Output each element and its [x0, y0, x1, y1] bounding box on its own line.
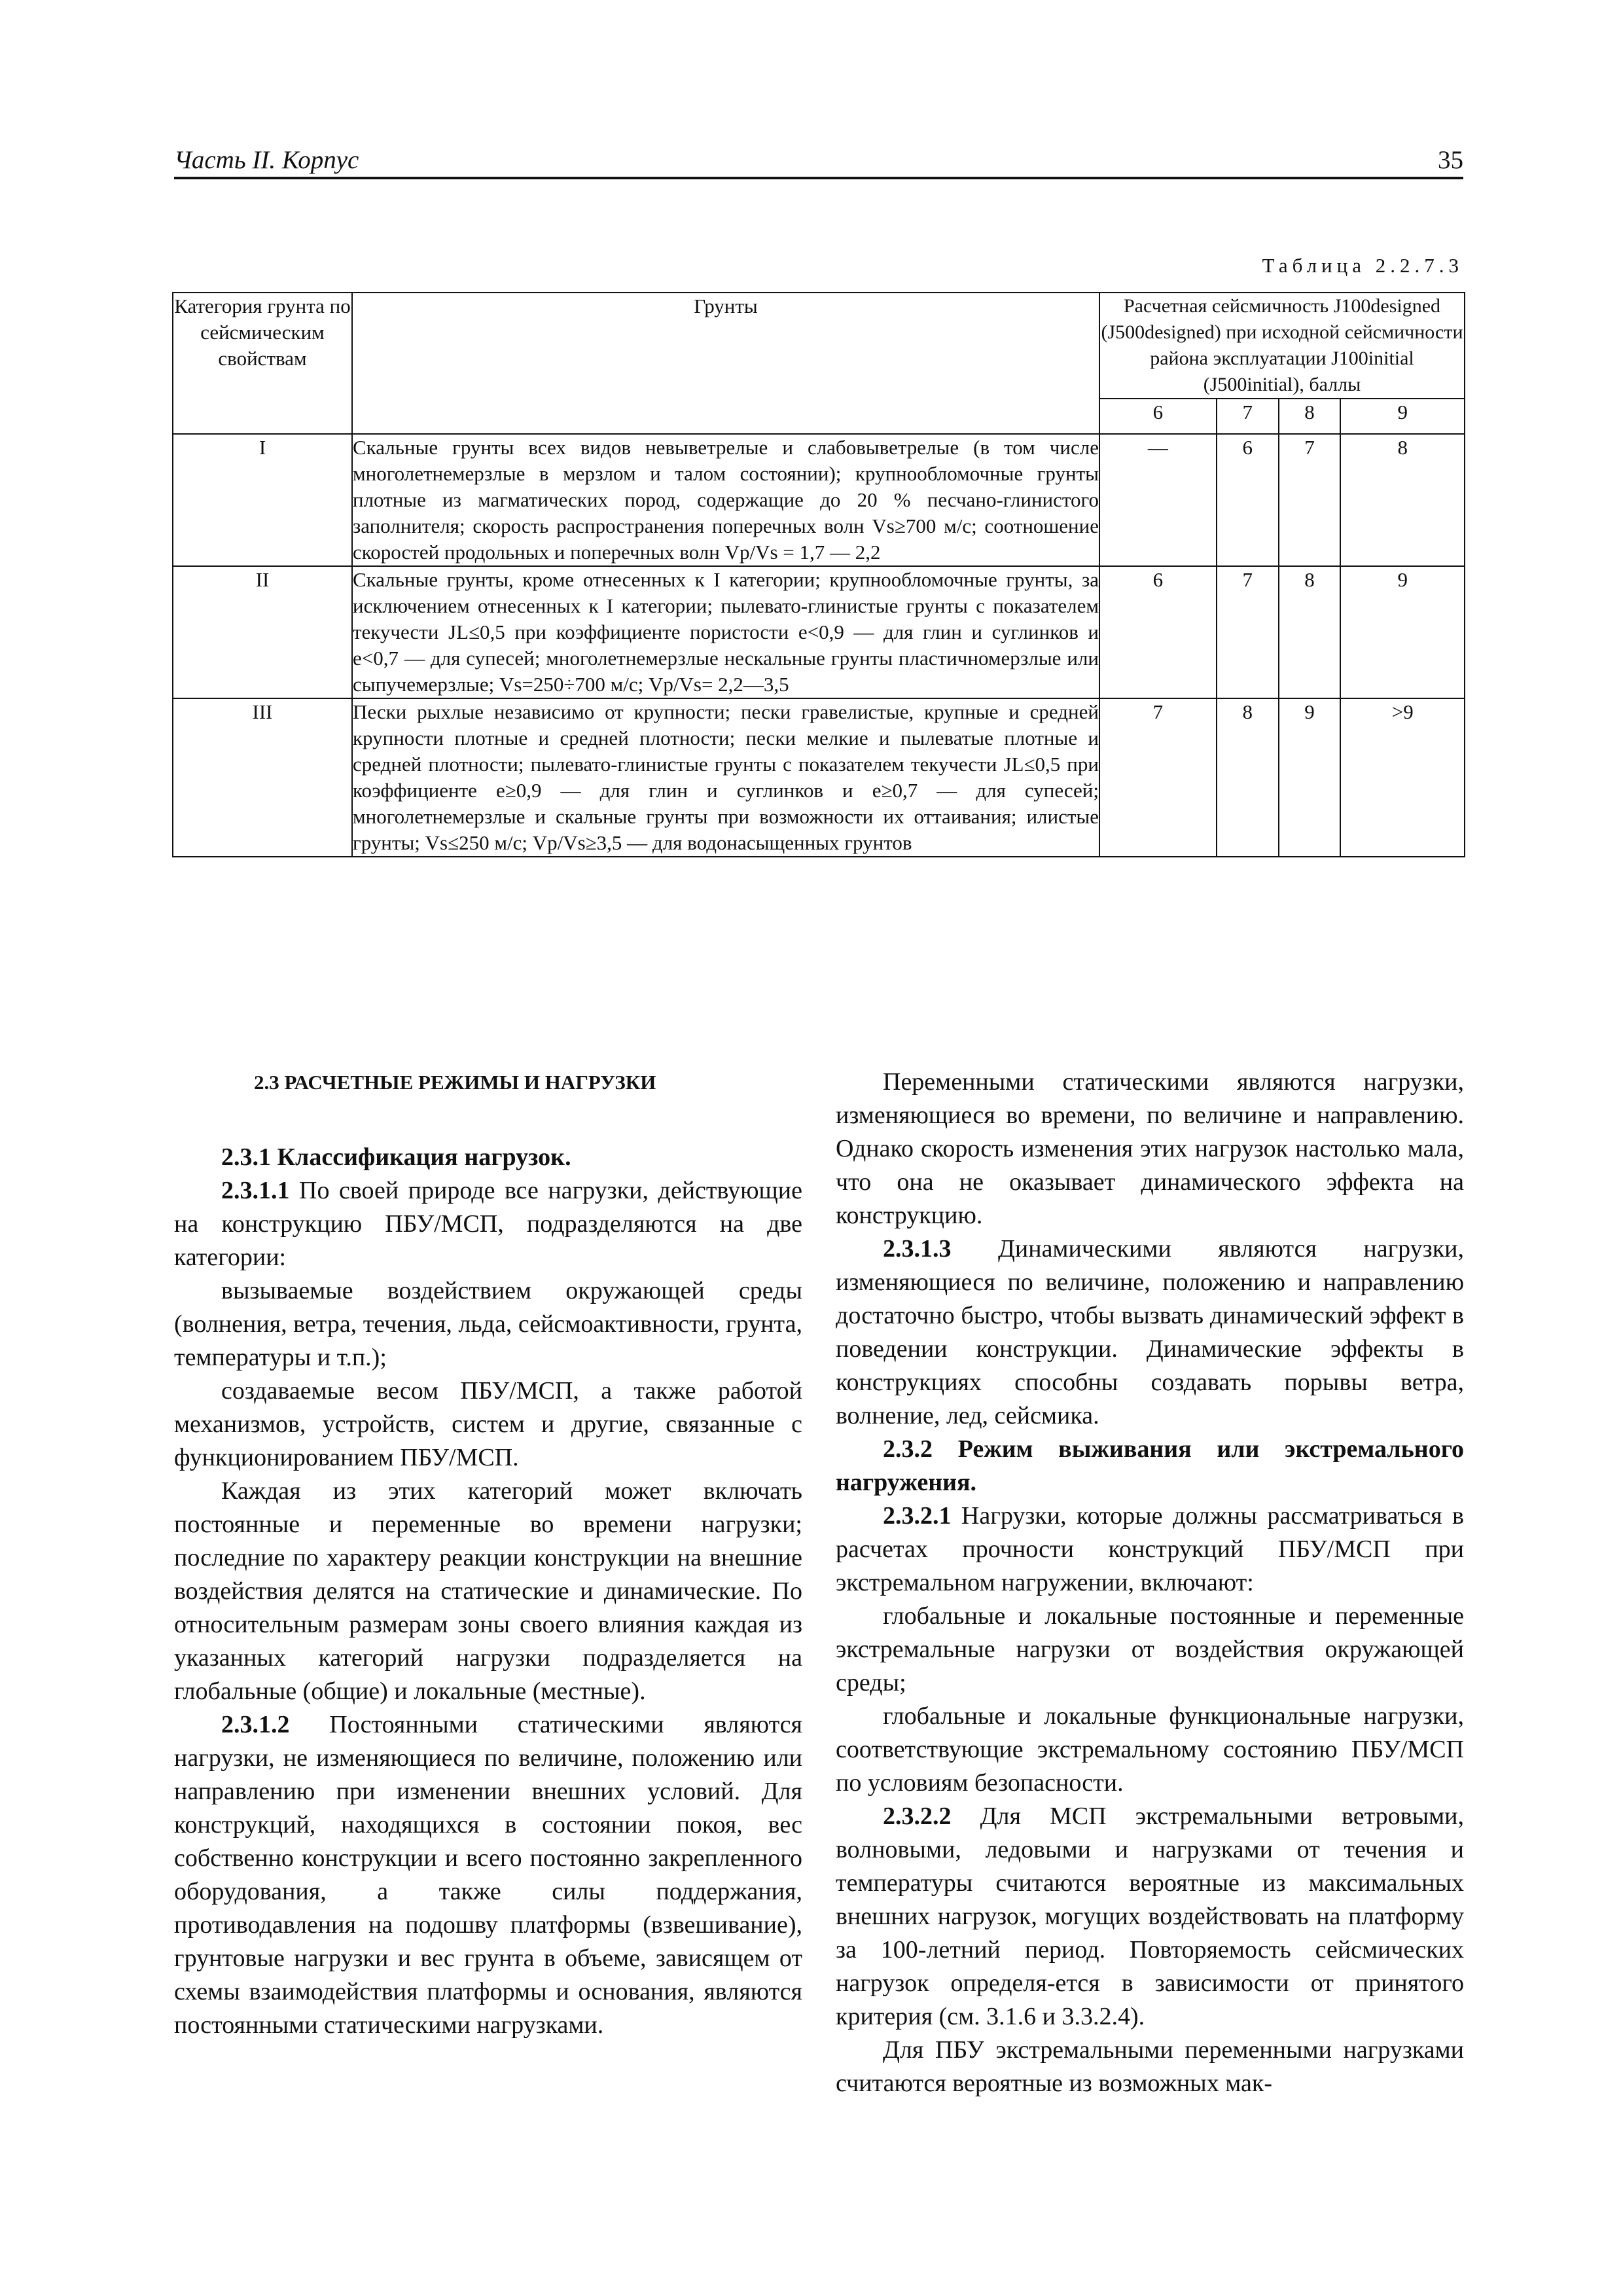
category-cell: II — [173, 566, 352, 698]
value-cell: 8 — [1217, 698, 1279, 857]
table-row — [173, 566, 1465, 698]
paragraph: Переменными статическими являются нагрузки, изменяющиеся во времени, по величине и направлению. Однако скорость изменения этих нагрузок настолько мала, что она не оказывает динамического эффекта на конструкцию. — [836, 1068, 1464, 1229]
paragraph: создаваемые весом ПБУ/МСП, а также работой механизмов, устройств, систем и другие, связанные с функционированием ПБУ/МСП. — [174, 1377, 802, 1471]
subsection-heading: 2.3.2 Режим выживания или экстремального нагружения. — [836, 1435, 1464, 1496]
header-intensity: 9 — [1340, 399, 1465, 434]
clause-number: 2.3.1.2 — [221, 1711, 290, 1738]
soil-description — [352, 698, 1099, 857]
header-intensity: 7 — [1217, 399, 1279, 434]
value-cell: 6 — [1099, 566, 1217, 698]
paragraph: глобальные и локальные функциональные нагрузки, соответствующие экстремальному состоянию ПБУ/МСП по условиям безопасности. — [836, 1702, 1464, 1797]
clause-number: 2.3.2.1 — [883, 1502, 952, 1530]
right-column — [836, 1066, 1464, 2100]
part-title: Часть II. Корпус — [174, 146, 359, 174]
header-rule — [174, 177, 1463, 179]
soil-category-table — [172, 292, 1465, 857]
value-cell: 6 — [1217, 434, 1279, 566]
header-category: Категория грунта по сейсмическим свойствам — [173, 293, 352, 434]
category-cell: I — [173, 434, 352, 566]
paragraph: Каждая из этих категорий может включать постоянные и переменные во времени нагрузки; последние по характеру реакции конструкции на внешние воздействия делятся на статические и динамические. По относительным размерам зоны своего влияния каждая из указанных категорий нагрузки подразделяется на глобальные (общие) и локальные (местные). — [174, 1477, 802, 1705]
value-cell: 8 — [1340, 434, 1465, 566]
soil-description-3: Пески рыхлые независимо от крупности; пески гравелистые, крупные и средней крупности плотные и средней плотности; пески мелкие и пылеватые плотные и средней плотности; пылевато-глинистые грунты с показателем текучести JL≤0,5 при коэффициенте e≥0,9 — для глин и суглинков и e≥0,7 — для супесей; многолетнемерзлые и скальные грунты при возможности их оттаивания; илистые грунты; Vs≤250 м/с; Vp/Vs≥3,5 — для водонасыщенных грунтов — [353, 700, 1099, 854]
category-cell: III — [173, 698, 352, 857]
soil-description — [352, 566, 1099, 698]
paragraph: 2.3.1.2 Постоянными статическими являются нагрузки, не изменяющиеся по величине, положению или направлению при изменении внешних условий. Для конструкций, находящихся в состоянии покоя, вес собственно конструкции и всего постоянно закрепленного оборудования, а также силы поддержания, противодавления на подошву платформы (взвешивание), грунтовые нагрузки и вес грунта в объеме, зависящем от схемы взаимодействия платформы и основания, являются постоянными статическими нагрузками. — [174, 1711, 802, 2039]
value-cell: 8 — [1279, 566, 1341, 698]
soil-description-1: Скальные грунты всех видов невыветрелые и слабовыветрелые (в том числе многолетнемерзлые в мерзлом и талом состоянии); крупнообломочные грунты плотные из магматических пород, содержащие до 20 % песчано-глинистого заполнителя; скорость распространения поперечных волн Vs≥700 м/с; соотношение скоростей продольных и поперечных волн Vp/Vs = 1,7 — 2,2 — [353, 436, 1099, 564]
soil-description — [352, 434, 1099, 566]
paragraph: вызываемые воздействием окружающей среды (волнения, ветра, течения, льда, сейсмоактивности, грунта, температуры и т.п.); — [174, 1277, 802, 1371]
soil-description-2: Скальные грунты, кроме отнесенных к I категории; крупнообломочные грунты, за исключением отнесенных к I категории; пылевато-глинистые грунты с показателем текучести JL≤0,5 при коэффициенте пористости e<0,9 — для глин и суглинков и e<0,7 — для супесей; многолетнемерзлые нескальные грунты пластичномерзлые или сыпучемерзлые; Vs=250÷700 м/с; Vp/Vs= 2,2—3,5 — [353, 568, 1099, 696]
page-number: 35 — [1438, 146, 1463, 174]
value-cell: 7 — [1279, 434, 1341, 566]
header-soils: Грунты — [352, 293, 1099, 434]
section-title: 2.3 РАСЧЕТНЫЕ РЕЖИМЫ И НАГРУЗКИ — [254, 1071, 656, 1094]
value-cell: — — [1099, 434, 1217, 566]
paragraph: глобальные и локальные постоянные и переменные экстремальные нагрузки от воздействия окружающей среды; — [836, 1602, 1464, 1696]
value-cell: 7 — [1099, 698, 1217, 857]
paragraph: 2.3.1.1 По своей природе все нагрузки, действующие на конструкцию ПБУ/МСП, подразделяются на две категории: — [174, 1177, 802, 1271]
value-cell: 9 — [1340, 566, 1465, 698]
clause-number: 2.3.1.1 — [221, 1177, 290, 1204]
paragraph: Для ПБУ экстремальными переменными нагрузками считаются вероятные из возможных мак- — [836, 2036, 1464, 2097]
table-row — [173, 434, 1465, 566]
table-caption: Таблица 2.2.7.3 — [1262, 254, 1463, 277]
paragraph: 2.3.1.3 Динамическими являются нагрузки, изменяющиеся по величине, положению и направлению достаточно быстро, чтобы вызвать динамический эффект в поведении конструкции. Динамические эффекты в конструкциях способны создавать порывы ветра, волнение, лед, сейсмика. — [836, 1235, 1464, 1429]
header-intensity: 8 — [1279, 399, 1341, 434]
header-intensity: 6 — [1099, 399, 1217, 434]
header-design-seismicity: Расчетная сейсмичность J100designed (J500designed) при исходной сейсмичности района эксплуатации J100initial (J500initial), баллы — [1099, 293, 1465, 399]
value-cell: 9 — [1279, 698, 1341, 857]
clause-number: 2.3.1.3 — [883, 1235, 952, 1263]
left-column — [174, 1066, 802, 2042]
subsection-heading: 2.3.1 Классификация нагрузок. — [221, 1143, 571, 1171]
paragraph: 2.3.2.2 Для МСП экстремальными ветровыми, волновыми, ледовыми и нагрузками от течения и температуры считаются вероятные из максимальных внешних нагрузок, могущих воздействовать на платформу за 100-летний период. Повторяемость сейсмических нагрузок определя-ется в зависимости от принятого критерия (см. 3.1.6 и 3.3.2.4). — [836, 1803, 1464, 2030]
value-cell: >9 — [1340, 698, 1465, 857]
value-cell: 7 — [1217, 566, 1279, 698]
clause-number: 2.3.2.2 — [883, 1803, 952, 1830]
paragraph: 2.3.2.1 Нагрузки, которые должны рассматриваться в расчетах прочности конструкций ПБУ/МСП при экстремальном нагружении, включают: — [836, 1502, 1464, 1596]
table-row — [173, 698, 1465, 857]
